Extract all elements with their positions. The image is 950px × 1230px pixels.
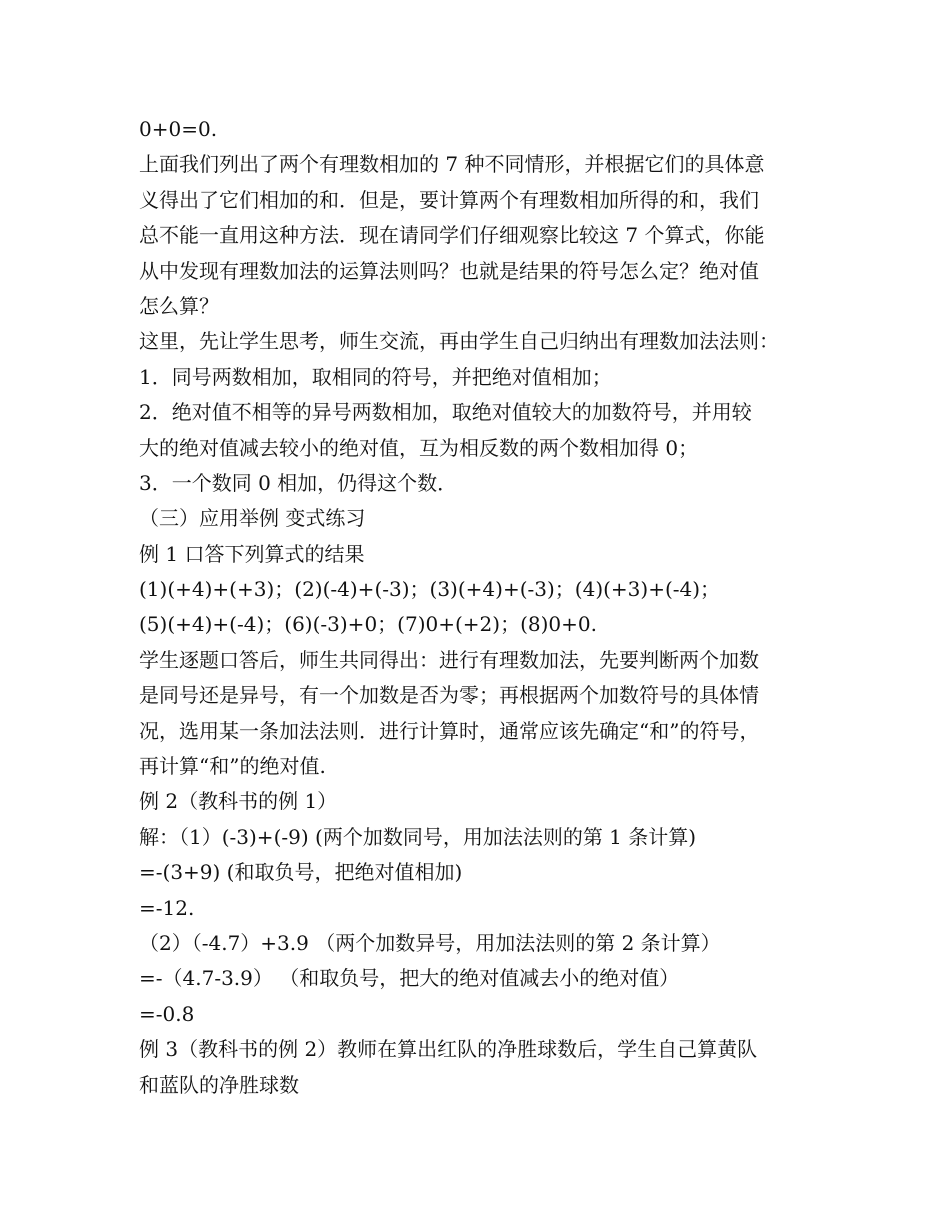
text-line: 这里，先让学生思考，师生交流，再由学生自己归纳出有理数加法法则：: [139, 329, 779, 354]
text-line: 总不能一直用这种方法．现在请同学们仔细观察比较这 7 个算式，你能: [139, 223, 765, 248]
rule-item-2: 2．绝对值不相等的异号两数相加，取绝对值较大的加数符号，并用较: [139, 400, 752, 425]
text-line: 大的绝对值减去较小的绝对值，互为相反数的两个数相加得 0；: [139, 435, 699, 460]
solution-line: =-0.8: [139, 1001, 195, 1026]
example-2-heading: 例 2（教科书的例 1）: [139, 789, 338, 814]
rule-item-1: 1．同号两数相加，取相同的符号，并把绝对值相加；: [139, 364, 612, 389]
solution-line: 解：（1）(-3)+(-9) (两个加数同号，用加法法则的第 1 条计算): [139, 824, 697, 849]
text-line: 再计算“和”的绝对值.: [139, 754, 326, 779]
solution-line: =-(3+9) (和取负号，把绝对值相加): [139, 860, 463, 885]
example-1-heading: 例 1 口答下列算式的结果: [139, 541, 365, 566]
example-1-exercises: (1)(+4)+(+3)；(2)(-4)+(-3)；(3)(+4)+(-3)；(4)(+3)+(-4)；: [139, 577, 721, 602]
solution-line: =-12.: [139, 895, 195, 920]
rule-item-3: 3．一个数同 0 相加，仍得这个数．: [139, 470, 458, 495]
text-line: 从中发现有理数加法的运算法则吗？也就是结果的符号怎么定？绝对值: [139, 258, 759, 283]
solution-line: =-（4.7-3.9） （和取负号，把大的绝对值减去小的绝对值）: [139, 966, 680, 991]
text-line: 义得出了它们相加的和．但是，要计算两个有理数相加所得的和，我们: [139, 187, 759, 212]
document-body: [139, 112, 839, 1103]
text-line: 学生逐题口答后，师生共同得出：进行有理数加法，先要判断两个加数: [139, 647, 759, 672]
text-line: 怎么算？: [139, 293, 219, 318]
text-line: 和蓝队的净胜球数: [139, 1072, 299, 1097]
section-heading: （三）应用举例 变式练习: [139, 506, 366, 531]
text-line: 0+0=0.: [139, 117, 218, 141]
text-line: 上面我们列出了两个有理数相加的 7 种不同情形，并根据它们的具体意: [139, 152, 765, 177]
example-1-exercises: (5)(+4)+(-4)；(6)(-3)+0；(7)0+(+2)；(8)0+0.: [139, 612, 597, 637]
example-3-heading: 例 3（教科书的例 2）教师在算出红队的净胜球数后，学生自己算黄队: [139, 1037, 758, 1062]
text-line: 况，选用某一条加法法则．进行计算时，通常应该先确定“和”的符号，: [139, 718, 760, 743]
text-line: 是同号还是异号，有一个加数是否为零；再根据两个加数符号的具体情: [139, 683, 759, 708]
solution-line: （2）（-4.7）+3.9 （两个加数异号，用加法法则的第 2 条计算）: [139, 930, 721, 955]
